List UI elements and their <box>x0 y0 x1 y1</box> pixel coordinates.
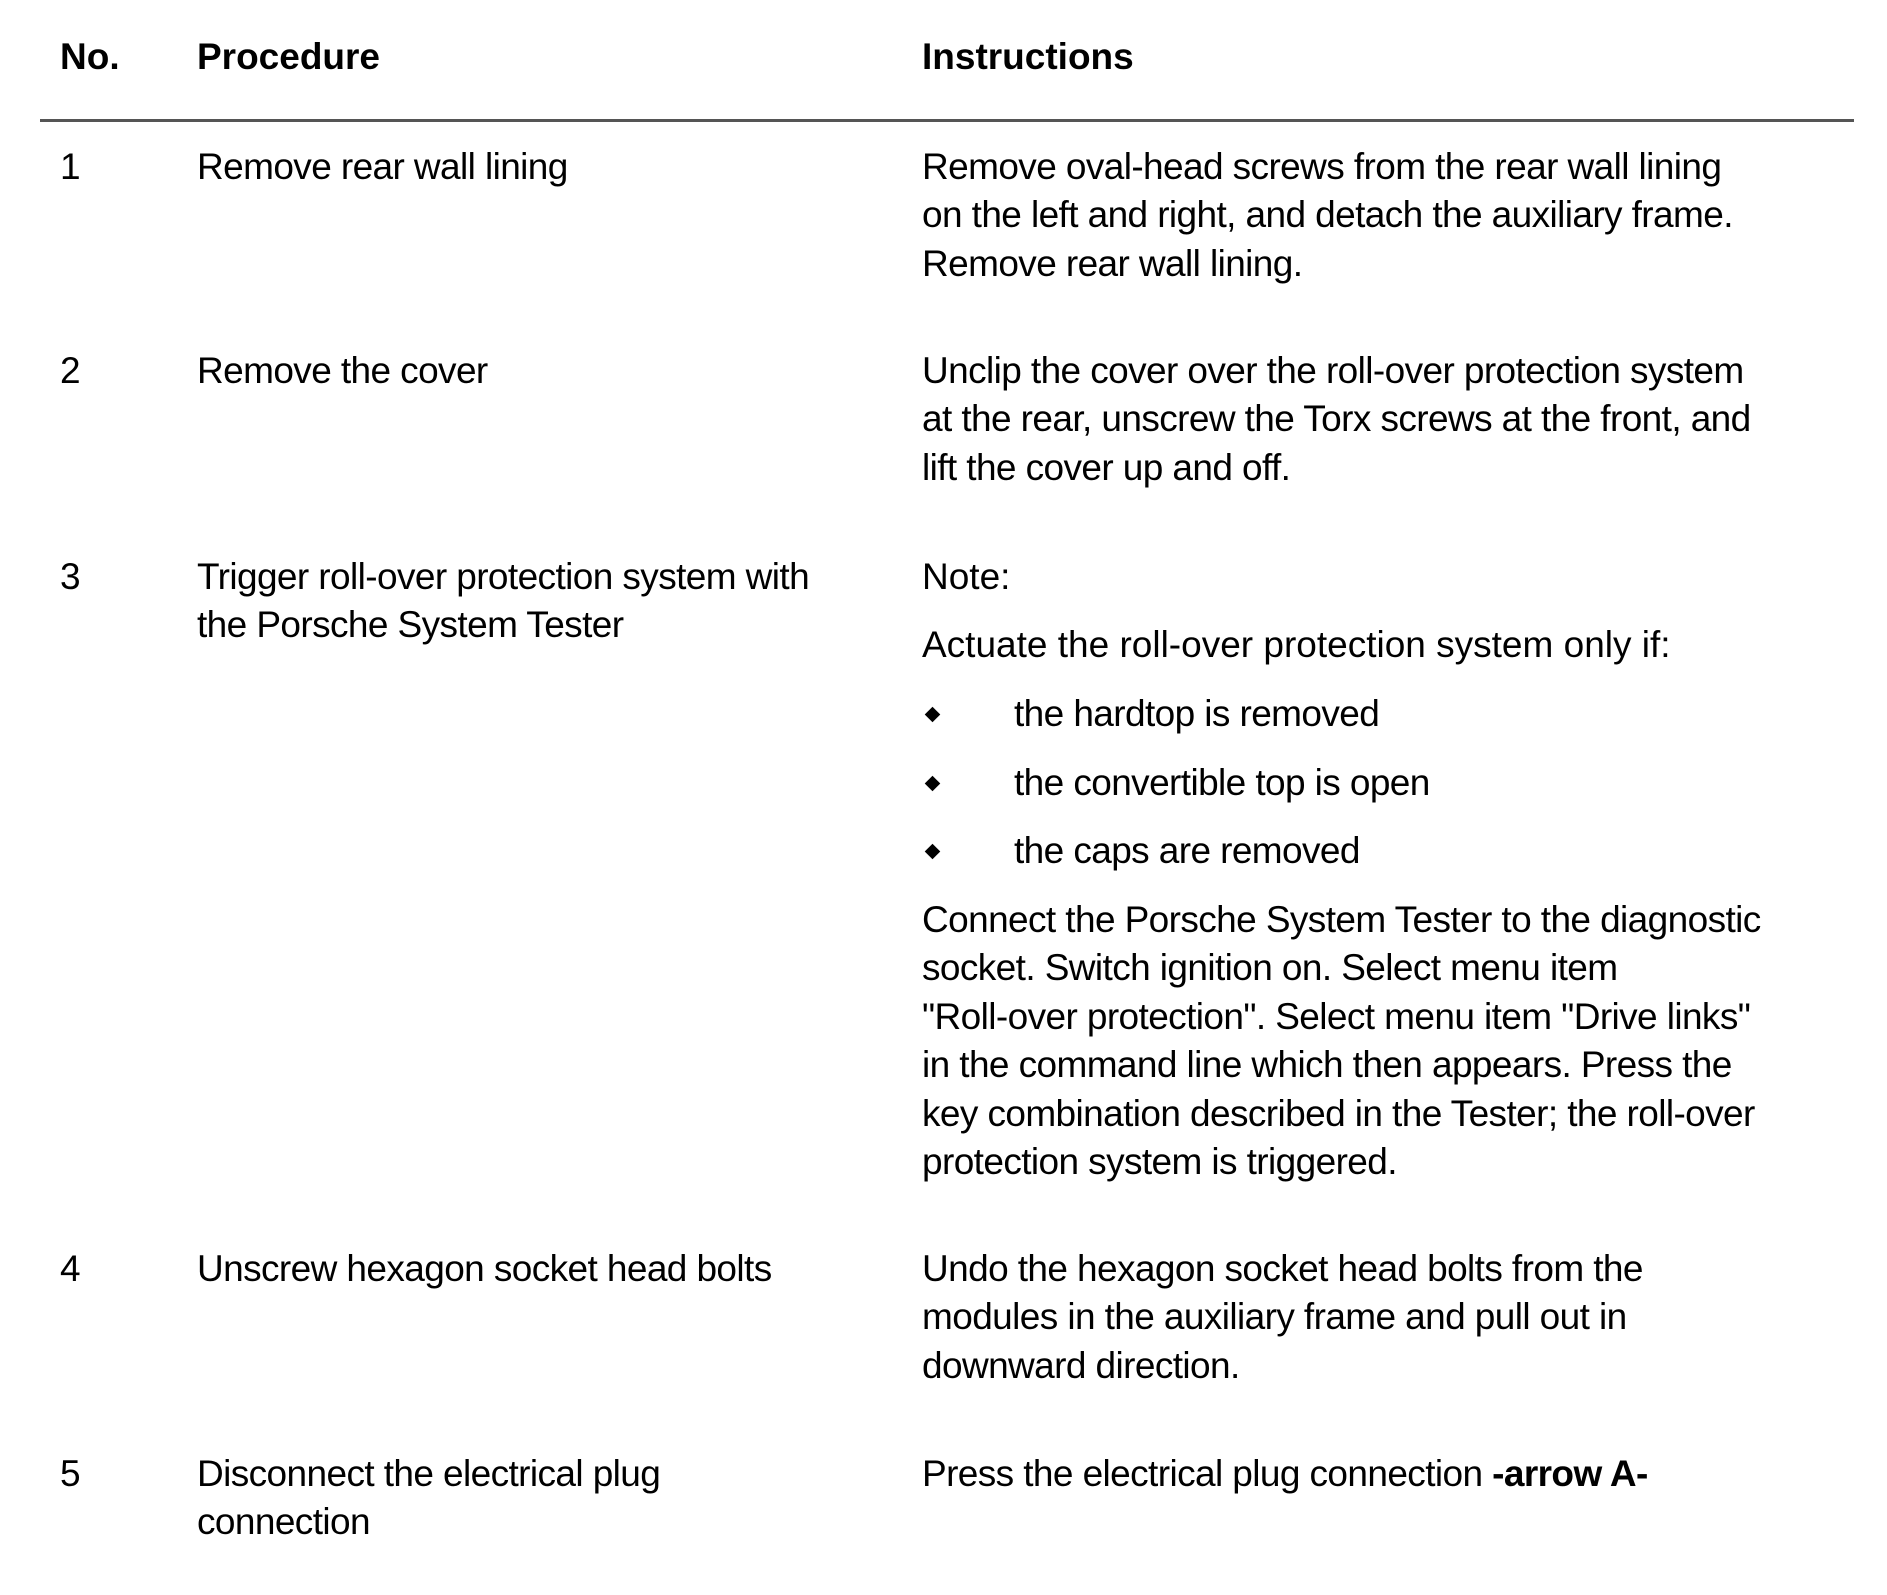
bullet-text: the convertible top is open <box>1014 762 1430 803</box>
instruction-text: Press the electrical plug connection <box>922 1453 1493 1494</box>
header-divider <box>40 119 1854 122</box>
instruction-line: modules in the auxiliary frame and pull out in <box>922 1296 1627 1338</box>
row-instructions <box>922 1450 1648 1498</box>
header-no: No. <box>60 36 120 77</box>
procedure-line: Trigger roll-over protection system with <box>197 556 810 597</box>
instruction-line: in the command line which then appears. Press the <box>922 1044 1732 1086</box>
procedure-line: Remove rear wall lining <box>197 146 568 187</box>
diamond-bullet-icon <box>925 844 941 860</box>
procedure-line: Disconnect the electrical plug <box>197 1453 661 1494</box>
instruction-line: key combination described in the Tester; the roll-over <box>922 1092 1755 1134</box>
procedure-line: the Porsche System Tester <box>197 604 624 646</box>
row-instructions <box>922 143 1733 288</box>
row-procedure <box>197 347 488 395</box>
row-procedure <box>197 553 809 650</box>
instruction-line: "Roll-over protection". Select menu item "Drive links" <box>922 995 1751 1037</box>
bullet-text: the hardtop is removed <box>1014 693 1380 734</box>
row-procedure <box>197 143 568 191</box>
row-number: 5 <box>60 1453 81 1494</box>
row-procedure <box>197 1245 772 1293</box>
header-instructions: Instructions <box>922 36 1134 77</box>
procedure-line: Unscrew hexagon socket head bolts <box>197 1248 772 1289</box>
row-number: 3 <box>60 556 81 597</box>
bullet-text: the caps are removed <box>1014 830 1360 871</box>
condition-text: Actuate the roll-over protection system only if: <box>922 624 1671 665</box>
instruction-line <box>922 1450 1648 1498</box>
row-number: 4 <box>60 1248 81 1289</box>
instruction-line: on the left and right, and detach the auxiliary frame. <box>922 194 1733 236</box>
instruction-line: at the rear, unscrew the Torx screws at the front, and <box>922 398 1751 440</box>
procedure-line: Remove the cover <box>197 350 488 391</box>
instruction-line: socket. Switch ignition on. Select menu item <box>922 947 1618 989</box>
instruction-line: Remove oval-head screws from the rear wall lining <box>922 146 1722 187</box>
instruction-line: Unclip the cover over the roll-over protection system <box>922 350 1744 391</box>
row-instructions <box>922 1245 1643 1390</box>
row-number: 1 <box>60 146 81 187</box>
instruction-line: Undo the hexagon socket head bolts from the <box>922 1248 1643 1289</box>
note-label: Note: <box>922 556 1011 597</box>
arrow-reference: -arrow A- <box>1492 1453 1648 1494</box>
instruction-line: Connect the Porsche System Tester to the diagnostic <box>922 899 1761 940</box>
row-procedure <box>197 1450 660 1547</box>
header-procedure: Procedure <box>197 36 381 77</box>
row-instructions <box>922 347 1751 492</box>
instruction-line: lift the cover up and off. <box>922 446 1291 488</box>
procedure-line: connection <box>197 1501 370 1543</box>
diamond-bullet-icon <box>925 776 941 792</box>
row-instructions <box>922 896 1761 1186</box>
diamond-bullet-icon <box>925 707 941 723</box>
instruction-line: Remove rear wall lining. <box>922 242 1303 284</box>
row-number: 2 <box>60 350 81 391</box>
instruction-line: downward direction. <box>922 1344 1240 1386</box>
instruction-line: protection system is triggered. <box>922 1141 1397 1183</box>
